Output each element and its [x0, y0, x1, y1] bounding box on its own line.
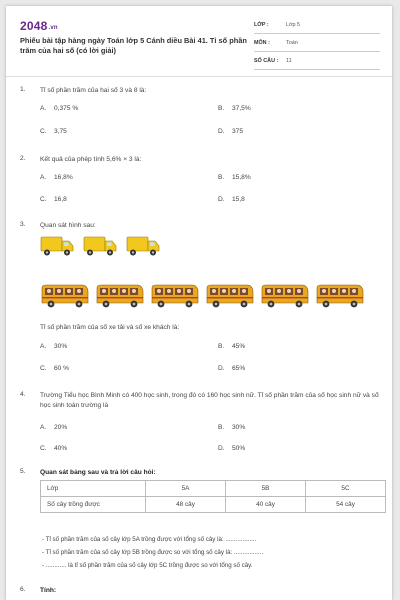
table-cell: 54 cây [306, 497, 386, 513]
table-row [41, 497, 386, 513]
table-header-row [41, 481, 386, 497]
bus-image-1 [40, 282, 90, 310]
truck-image-3 [126, 235, 160, 257]
table-cell: 40 cây [226, 497, 306, 513]
table-cell: Số cây trồng được [41, 497, 146, 513]
meta-row-class: LỚP : Lớp 5 [254, 18, 380, 34]
bus-image-5 [260, 282, 310, 310]
truck-image-1 [40, 235, 74, 257]
question-5-line-3: - ............ là tỉ số phần trăm của số cây lớp 5C trồng được so với tổng số cây. [42, 562, 253, 569]
bus-image-6 [315, 282, 365, 310]
bus-image-2 [95, 282, 145, 310]
meta-row-subject: MÔN : Toán [254, 36, 380, 52]
question-3-prompt: Tỉ số phần trăm của số xe tải và số xe khách là: [40, 324, 180, 331]
meta-info [254, 18, 380, 72]
tree-count-table [40, 480, 386, 513]
table-cell: 48 cây [146, 497, 226, 513]
worksheet-header [6, 6, 392, 70]
worksheet-page: 2048.vn Phiếu bài tập hàng ngày Toán lớp 5 Cánh diều Bài 41. Tỉ số phần trăm của hai số (có lời giải) LỚP : Lớp 5 MÔN : Toán SỐ CÂU : 11 1. Tỉ số phần trăm của hai số 3 và 8 là: A. 0,375 % B. 37,5% C. 3,75 D. 375 2. Kết quả của phép tính 5,6% × 3 là: A. 16,8% B. 15,8% C. 16,8 D. 15,8 3. Quan sát hình sau: Tỉ số phần trăm của số xe tải và số xe khách là: A. 30% B. 45% C. 60 % D. 65% 4. Trường Tiểu học Bình Minh có 400 học sinh, trong đó có 160 học sinh nữ. Tỉ số phần trăm của số học sinh nữ và số học sinh toàn trường là A. 20% B. 30% C. 40% D. 50% 5. Quan sát bảng sau và trả lời câu hỏi: Lớp 5A 5B 5C Số cây trồng được 48 cây 40 cây 54 cây - Tỉ số phần trăm của số cây lớp 5A trồng được với tổng số cây là: .................. - Tỉ số phần trăm của số cây lớp 5B trồng được so với tổng số cây là: ................. - ............ là tỉ số phần trăm của số cây lớp 5C trồng được so với tổng số cây. 6. Tính: [6, 6, 392, 600]
question-5-line-2: - Tỉ số phần trăm của số cây lớp 5B trồng được so với tổng số cây là: ................. [42, 549, 264, 556]
bus-image-4 [205, 282, 255, 310]
question-5-line-1: - Tỉ số phần trăm của số cây lớp 5A trồng được với tổng số cây là: .................. [42, 536, 257, 543]
site-logo[interactable]: 2048.vn [20, 19, 58, 33]
bus-image-3 [150, 282, 200, 310]
document-title: Phiếu bài tập hàng ngày Toán lớp 5 Cánh diều Bài 41. Tỉ số phần trăm của hai số (có lời giải) [20, 36, 247, 55]
meta-row-count: SỐ CÂU : 11 [254, 54, 380, 70]
header-divider [6, 76, 392, 77]
table-header-cell: 5B [226, 481, 306, 497]
table-header-cell: Lớp [41, 481, 146, 497]
table-header-cell: 5C [306, 481, 386, 497]
table-header-cell: 5A [146, 481, 226, 497]
truck-image-2 [83, 235, 117, 257]
